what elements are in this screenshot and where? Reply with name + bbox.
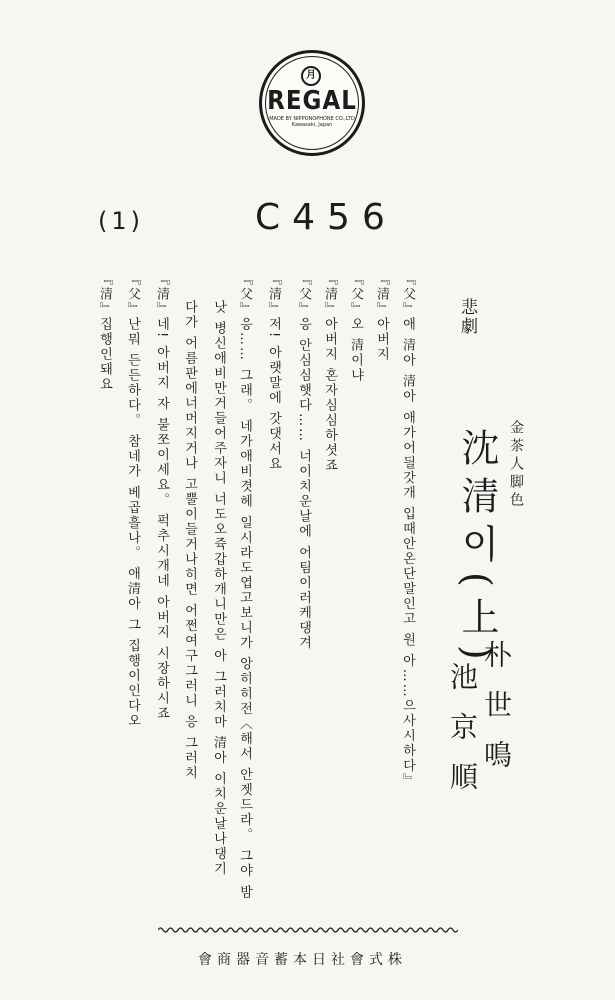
dialogue-line (349, 272, 362, 383)
speaker-tag: 『父』 (296, 272, 311, 317)
dialogue-text: 다가 어름판에너머지거나 고뿔이들거나히면 어쩐여구그러니 응 그러치 (182, 300, 197, 781)
dialogue-line (267, 272, 280, 471)
speaker-tag: 『清』 (97, 272, 112, 317)
performer-name-2: 池京順 (446, 662, 479, 812)
dialogue-text: 아버지 혼자심심하셧죠 (322, 317, 337, 474)
speaker-tag: 『清』 (154, 272, 169, 317)
dialogue-text: 집행인돼요 (97, 317, 112, 392)
manufacturer-location: Kawasaki, Japan (291, 122, 333, 128)
brand-name: REGAL (267, 86, 357, 116)
genre-label: 悲劇 (457, 298, 477, 336)
dialogue-line (155, 272, 168, 721)
speaker-tag: 『父』 (348, 272, 363, 317)
dialogue-line (238, 272, 251, 900)
dialogue-line (297, 272, 310, 650)
dialogue-line (126, 272, 139, 729)
dialogue-line (401, 272, 414, 789)
dialogue-text: 낫 병신애비만거들어주자니 너도오쥭갑하개니만은 아 그러치마 清아 이치운날나댕기 (211, 300, 226, 877)
dialogue-line (375, 272, 388, 362)
speaker-tag: 『清』 (322, 272, 337, 317)
manufacturer: MADE BY NIPPONOPHONE CO.,LTD (269, 116, 355, 122)
moon-emblem-icon: 月 (301, 66, 321, 86)
speaker-tag: 『父』 (237, 272, 252, 317)
dialogue-text: 난뭐 든든하다。 참네가 베곱흘나。 애清아 그 집행이인다오 (125, 317, 140, 729)
decorative-divider (158, 925, 458, 935)
dialogue-continuation (212, 300, 225, 877)
adapter-credit: 金茶人脚色 (508, 420, 524, 510)
catalog-number: C456 (255, 197, 397, 238)
dialogue-line (98, 272, 111, 392)
speaker-tag: 『清』 (374, 272, 389, 317)
page-number: (1) (98, 207, 144, 235)
label-fine-print (262, 116, 362, 128)
speaker-tag: 『父』 (400, 272, 415, 317)
dialogue-text: 애 清아 清아 애가어딀갓개 입때안온단말인고 원 아……으사시하다』 (400, 317, 415, 789)
drama-title: 沈清이(上) (455, 428, 499, 670)
dialogue-text: 아버지 (374, 317, 389, 362)
dialogue-line (323, 272, 336, 473)
speaker-tag: 『父』 (125, 272, 140, 317)
performer-name-1: 朴世鳴 (480, 640, 513, 790)
dialogue-text: 응…… 그래。 네가애비겻헤 일시라도엽고보니가 앙히히전〈해서 안젯드라。 그야 밤 (237, 317, 252, 900)
regal-record-label (259, 50, 365, 156)
dialogue-text: 오 清이냐 (348, 317, 363, 384)
speaker-tag: 『清』 (266, 272, 281, 317)
dialogue-text: 저! 아랫말에 갓댓서요 (266, 317, 281, 472)
dialogue-continuation (183, 300, 196, 781)
dialogue-text: 네! 아버지 자 불쪼이세요。 퍽추시개네 아버지 시장하시죠 (154, 317, 169, 722)
dialogue-text: 응 안심심햇다…… 너이치운날에 어팀이러케댕겨 (296, 317, 311, 651)
company-footer: 會商器音蓄本日社會式株 (198, 952, 407, 968)
